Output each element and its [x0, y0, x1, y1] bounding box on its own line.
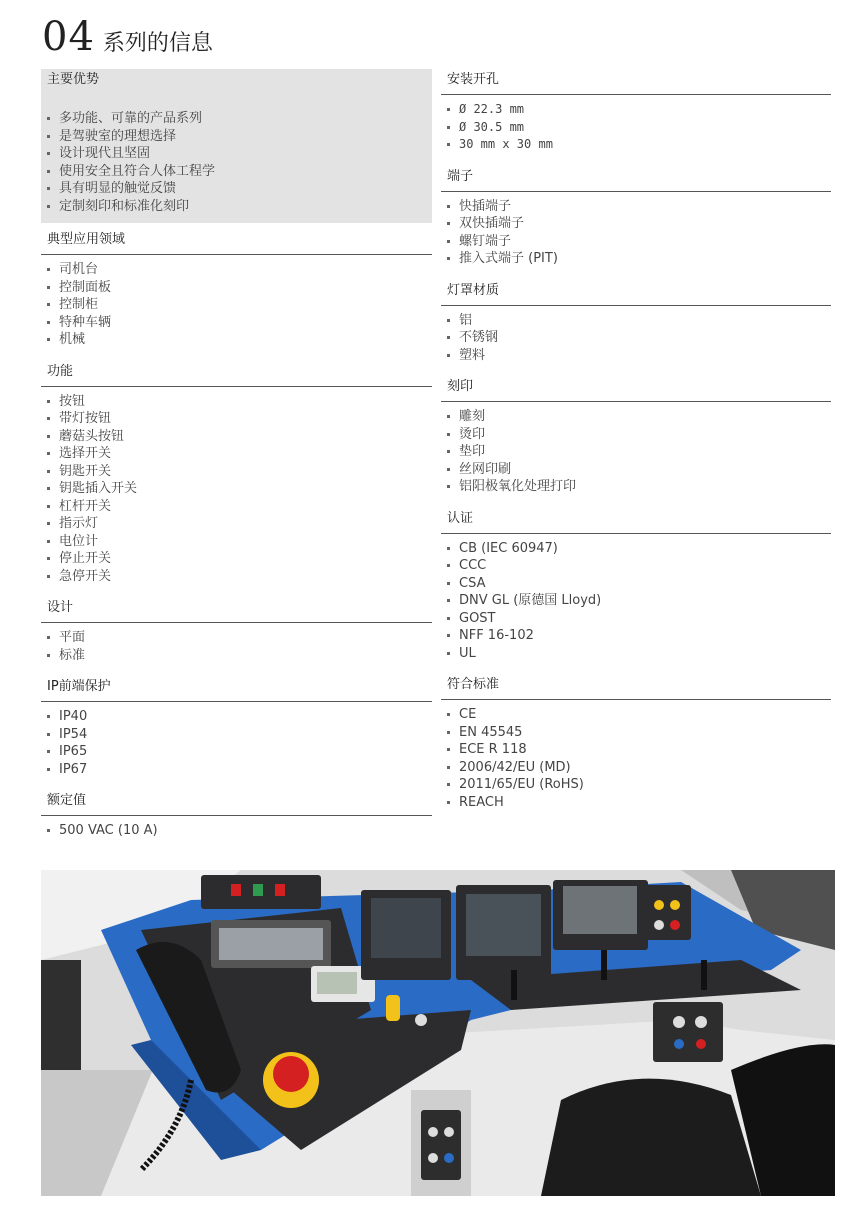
list-item-text: Ø 22.3 mm: [459, 102, 525, 116]
list-item-text: IP40: [59, 709, 88, 724]
list-item-text: 螺钉端子: [459, 233, 512, 249]
bullet-icon: [47, 575, 50, 578]
list-item: [447, 741, 831, 759]
list-item-text: 铝阳极氧化处理打印: [459, 479, 577, 494]
list-item: [47, 145, 426, 163]
list-item-text: 使用安全且符合人体工程学: [59, 163, 216, 179]
left-column-section: [41, 676, 432, 778]
section-heading: 灯罩材质: [441, 280, 831, 306]
bullet-icon: [447, 126, 450, 129]
list-item: [447, 233, 831, 251]
list-item-text: 按钮: [59, 393, 86, 409]
list-item: [47, 180, 426, 198]
list-item-text: 钥匙开关: [59, 463, 112, 479]
list-item: [47, 463, 432, 481]
list-item: [447, 426, 831, 444]
bullet-icon: [47, 540, 50, 543]
list-item-text: 丝网印刷: [459, 461, 512, 477]
list-item-text: 选择开关: [59, 446, 112, 461]
list-item-text: GOST: [459, 610, 496, 626]
list-item: [47, 647, 432, 665]
bullet-list: [41, 261, 432, 349]
bullet-icon: [447, 652, 450, 655]
bullet-list: [47, 110, 426, 215]
bullet-icon: [47, 505, 50, 508]
section-number: 04: [42, 14, 95, 60]
bullet-icon: [47, 522, 50, 525]
list-item-text: 铝: [459, 312, 473, 328]
list-item-text: 电位计: [59, 533, 99, 549]
bullet-icon: [47, 750, 50, 753]
list-item-text: 具有明显的触觉反馈: [59, 181, 177, 196]
bullet-icon: [47, 417, 50, 420]
bullet-icon: [447, 433, 450, 436]
list-item-text: IP65: [59, 744, 88, 759]
bullet-icon: [447, 617, 450, 620]
list-item-text: 特种车辆: [59, 314, 112, 330]
list-item-text: CB (IEC 60947): [459, 540, 558, 556]
section-heading: 功能: [41, 361, 432, 387]
driver-cab-photo: [41, 870, 835, 1196]
list-item-text: 推入式端子 (PIT): [459, 251, 558, 266]
list-item: [47, 533, 432, 551]
list-item: [47, 279, 432, 297]
list-item: [447, 776, 831, 794]
list-item: [447, 540, 831, 558]
list-item: [47, 629, 432, 647]
list-item-text: 垫印: [459, 444, 486, 459]
list-item-text: 指示灯: [59, 516, 99, 531]
bullet-icon: [47, 135, 50, 138]
bullet-list: [441, 540, 831, 663]
bullet-list: [441, 312, 831, 365]
left-column-section: [41, 361, 432, 586]
list-item-text: 是驾驶室的理想选择: [59, 128, 177, 144]
list-item: [447, 136, 831, 154]
list-item: [47, 515, 432, 533]
list-item: [447, 627, 831, 645]
list-item: [447, 215, 831, 233]
bullet-list: [41, 393, 432, 586]
left-column-section: [41, 229, 432, 349]
bullet-list: [441, 408, 831, 496]
list-item-text: 2006/42/EU (MD): [459, 759, 571, 775]
list-item-text: IP67: [59, 761, 88, 777]
bullet-icon: [447, 748, 450, 751]
bullet-icon: [447, 222, 450, 225]
right-column-section: [441, 280, 831, 365]
list-item: [447, 443, 831, 461]
list-item-text: 雕刻: [459, 409, 486, 424]
list-item-text: 快插端子: [459, 198, 512, 214]
bullet-icon: [47, 321, 50, 324]
bullet-list: [441, 101, 831, 154]
list-item-text: 带灯按钮: [59, 411, 112, 426]
bullet-icon: [47, 268, 50, 271]
list-item: [47, 314, 432, 332]
bullet-list: [41, 708, 432, 778]
section-heading: IP前端保护: [41, 676, 432, 702]
bullet-list: [441, 706, 831, 811]
list-item-text: EN 45545: [459, 724, 523, 740]
bullet-icon: [447, 205, 450, 208]
bullet-icon: [447, 108, 450, 111]
left-column-section: [41, 597, 432, 664]
list-item: [47, 128, 426, 146]
list-item-text: 急停开关: [59, 568, 112, 584]
section-heading: 认证: [441, 508, 831, 534]
bullet-list: [41, 822, 432, 840]
list-item: [47, 296, 432, 314]
list-item-text: 控制柜: [59, 297, 99, 312]
list-item-text: REACH: [459, 794, 504, 810]
list-item: [447, 645, 831, 663]
bullet-icon: [447, 564, 450, 567]
list-item-text: IP54: [59, 726, 88, 742]
list-item-text: 不锈钢: [459, 330, 499, 345]
bullet-icon: [47, 733, 50, 736]
bullet-icon: [447, 143, 450, 146]
list-item: [47, 445, 432, 463]
list-item: [447, 119, 831, 137]
bullet-icon: [47, 170, 50, 173]
list-item: [447, 557, 831, 575]
list-item: [447, 794, 831, 812]
list-item: [447, 198, 831, 216]
bullet-icon: [47, 400, 50, 403]
bullet-icon: [447, 766, 450, 769]
bullet-icon: [447, 450, 450, 453]
bullet-list: [41, 629, 432, 664]
section-heading: 设计: [41, 597, 432, 623]
bullet-icon: [47, 829, 50, 832]
bullet-icon: [447, 731, 450, 734]
section-title: 系列的信息: [102, 31, 213, 56]
right-column: [441, 69, 831, 823]
list-item: [47, 726, 432, 744]
bullet-icon: [447, 634, 450, 637]
list-item-text: 钥匙插入开关: [59, 481, 138, 496]
bullet-icon: [47, 435, 50, 438]
list-item-text: 多功能、可靠的产品系列: [59, 111, 203, 126]
list-item-text: 司机台: [59, 262, 99, 277]
section-heading: 刻印: [441, 376, 831, 402]
list-item-text: Ø 30.5 mm: [459, 119, 525, 134]
right-column-section: [441, 508, 831, 663]
list-item-text: UL: [459, 645, 476, 661]
bullet-icon: [47, 452, 50, 455]
bullet-icon: [447, 354, 450, 357]
right-column-section: [441, 674, 831, 811]
list-item-text: 设计现代且坚固: [59, 146, 151, 161]
driver-cab-illustration: [41, 870, 835, 1196]
list-item: [447, 101, 831, 119]
list-item: [47, 708, 432, 726]
list-item: [47, 110, 426, 128]
list-item-text: 停止开关: [59, 551, 112, 566]
list-item-text: 标准: [59, 647, 86, 663]
bullet-icon: [47, 715, 50, 718]
list-item: [47, 822, 432, 840]
list-item-text: 30 mm x 30 mm: [459, 137, 553, 151]
section-heading: 主要优势: [47, 72, 100, 87]
list-item: [47, 498, 432, 516]
list-item-text: 定制刻印和标准化刻印: [59, 198, 190, 214]
list-item-text: CCC: [459, 558, 487, 573]
section-heading: 符合标准: [441, 674, 831, 700]
list-item-text: 机械: [59, 332, 86, 347]
bullet-icon: [447, 336, 450, 339]
section-heading: 安装开孔: [441, 69, 831, 95]
list-item-text: 控制面板: [59, 279, 112, 295]
bullet-icon: [447, 415, 450, 418]
section-heading: 典型应用领域: [41, 229, 432, 255]
left-column: [41, 69, 432, 852]
bullet-icon: [47, 338, 50, 341]
list-item-text: ECE R 118: [459, 742, 527, 757]
bullet-icon: [447, 257, 450, 260]
right-column-section: [441, 376, 831, 496]
list-item: [47, 743, 432, 761]
list-item: [447, 610, 831, 628]
bullet-icon: [447, 582, 450, 585]
list-item-text: 双快插端子: [459, 216, 525, 231]
list-item: [447, 478, 831, 496]
list-item-text: 蘑菇头按钮: [59, 428, 125, 444]
bullet-icon: [447, 468, 450, 471]
list-item-text: 500 VAC (10 A): [59, 823, 158, 838]
bullet-icon: [47, 117, 50, 120]
bullet-icon: [47, 636, 50, 639]
bullet-icon: [47, 187, 50, 190]
left-column-section: [41, 69, 432, 223]
list-item: [47, 331, 432, 349]
list-item-text: 塑料: [459, 347, 486, 363]
list-item: [447, 724, 831, 742]
list-item: [447, 592, 831, 610]
list-item: [47, 428, 432, 446]
bullet-icon: [47, 152, 50, 155]
list-item: [47, 480, 432, 498]
bullet-icon: [447, 801, 450, 804]
bullet-icon: [47, 303, 50, 306]
bullet-icon: [47, 286, 50, 289]
list-item-text: 烫印: [459, 426, 486, 442]
bullet-icon: [447, 485, 450, 488]
list-item: [47, 393, 432, 411]
list-item: [447, 461, 831, 479]
left-column-section: [41, 790, 432, 840]
bullet-icon: [47, 557, 50, 560]
list-item: [47, 568, 432, 586]
list-item-text: NFF 16-102: [459, 628, 534, 643]
list-item: [47, 198, 426, 216]
list-item: [447, 759, 831, 777]
bullet-icon: [447, 599, 450, 602]
section-heading: 额定值: [41, 790, 432, 816]
list-item: [47, 410, 432, 428]
bullet-icon: [447, 783, 450, 786]
list-item-text: 2011/65/EU (RoHS): [459, 777, 584, 792]
list-item: [447, 575, 831, 593]
bullet-icon: [47, 205, 50, 208]
list-item: [47, 163, 426, 181]
section-heading: 端子: [441, 166, 831, 192]
list-item-text: CE: [459, 707, 477, 722]
list-item: [47, 761, 432, 779]
list-item: [447, 329, 831, 347]
list-item: [47, 261, 432, 279]
bullet-icon: [447, 713, 450, 716]
list-item-text: CSA: [459, 575, 486, 591]
bullet-icon: [447, 240, 450, 243]
bullet-icon: [47, 654, 50, 657]
page-title: [42, 14, 213, 60]
list-item: [47, 550, 432, 568]
list-item-text: 杠杆开关: [59, 498, 112, 514]
list-item: [447, 347, 831, 365]
list-item: [447, 706, 831, 724]
bullet-icon: [447, 547, 450, 550]
bullet-icon: [447, 319, 450, 322]
list-item: [447, 312, 831, 330]
bullet-list: [441, 198, 831, 268]
bullet-icon: [47, 470, 50, 473]
list-item-text: 平面: [59, 630, 86, 645]
list-item: [447, 250, 831, 268]
right-column-section: [441, 69, 831, 154]
bullet-icon: [47, 768, 50, 771]
right-column-section: [441, 166, 831, 268]
list-item: [447, 408, 831, 426]
list-item-text: DNV GL (原德国 Lloyd): [459, 593, 602, 608]
bullet-icon: [47, 487, 50, 490]
